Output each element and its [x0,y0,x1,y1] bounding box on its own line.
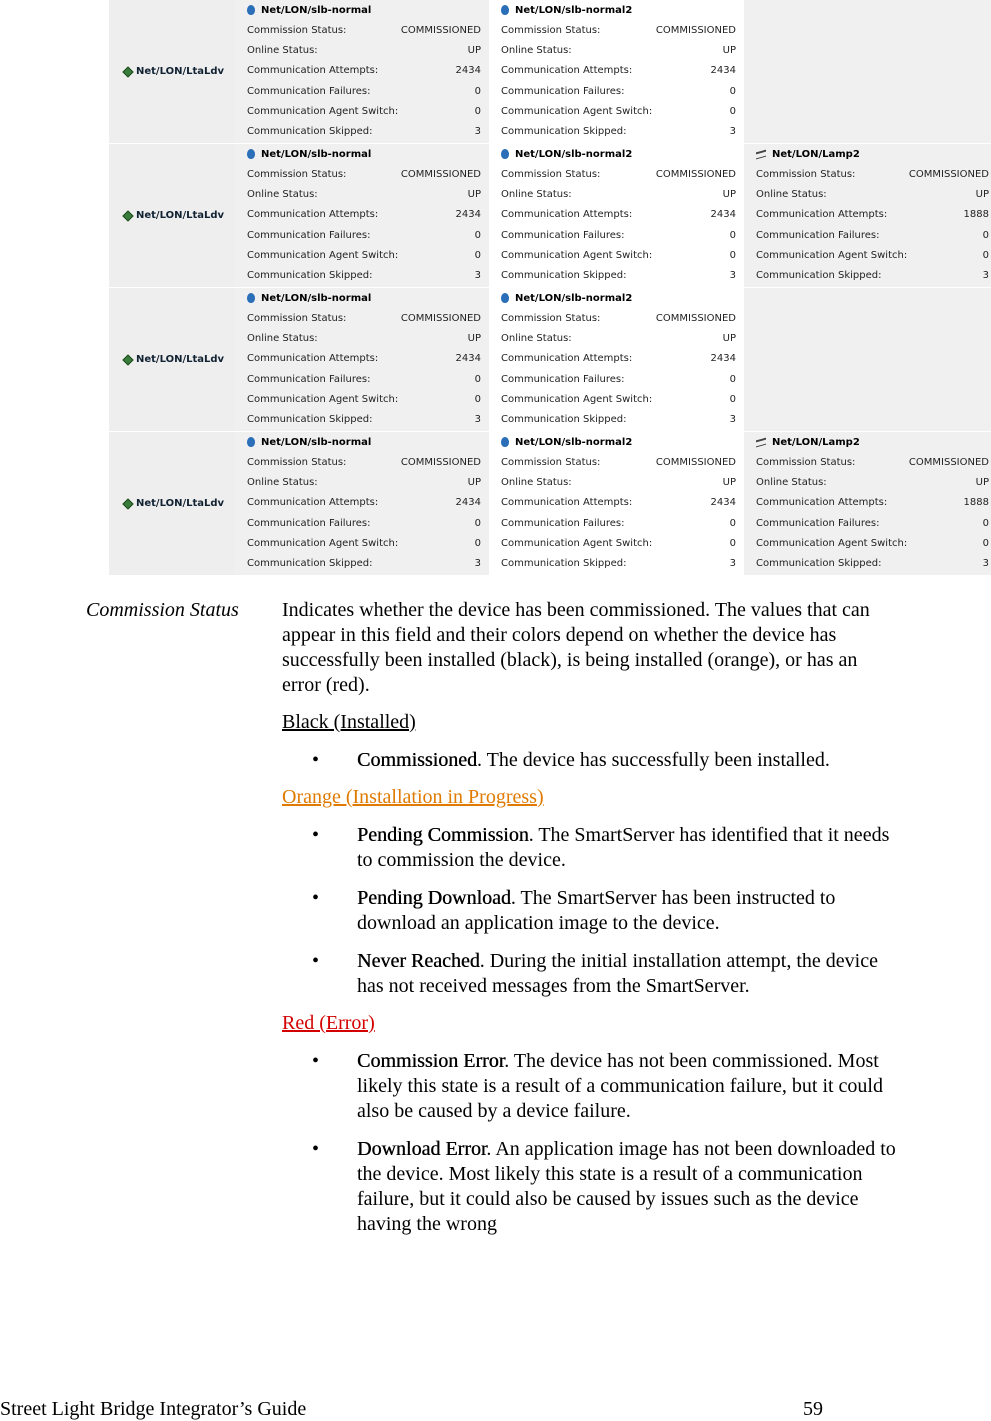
property-label: Online Status: [501,44,572,56]
device-status-table [109,0,991,576]
table-row [109,288,991,431]
property-label: Commission Status: [501,456,601,468]
bullet-term: Commissioned [357,749,478,771]
property-label: Communication Skipped: [756,558,882,570]
gateway-cell[interactable] [109,144,235,287]
property-value: UP [722,332,736,344]
property-label: Communication Skipped: [247,558,373,570]
drop-icon [501,149,509,159]
property-label: Commission Status: [756,456,856,468]
property-label: Commission Status: [247,24,347,36]
property-label: Communication Attempts: [501,353,633,365]
bullet-item [282,886,897,936]
property-row [499,452,736,472]
property-label: Communication Attempts: [501,65,633,77]
property-row [245,81,481,101]
gateway-label: Net/LON/LtaLdv [136,498,225,509]
property-label: Communication Skipped: [501,126,627,138]
property-label: Communication Failures: [247,85,371,97]
property-label: Communication Agent Switch: [501,537,653,549]
property-value: 3 [729,414,736,426]
property-row [499,493,736,513]
property-value: 0 [474,85,481,97]
drop-icon [247,437,255,447]
device-cell [235,432,489,575]
property-row [499,121,736,141]
property-row [245,369,481,389]
property-label: Communication Failures: [501,373,625,385]
property-value: 0 [729,393,736,405]
property-value: UP [722,476,736,488]
drop-icon [247,293,255,303]
property-value: UP [467,332,481,344]
property-value: COMMISSIONED [908,456,989,468]
property-label: Communication Skipped: [247,126,373,138]
property-value: 3 [982,270,989,282]
definition-intro: Indicates whether the device has been commissioned. The values that can appear in this field and their colors depend on whether the device has successfully been installed (black), is being installed (orange), or has an error (red). [282,599,870,696]
bullet-item [282,1137,897,1237]
bullet-item [282,949,897,999]
property-label: Online Status: [756,476,827,488]
property-value: 3 [474,126,481,138]
bullet-desc: . The SmartServer has identified that it needs to commission the device. [357,824,890,871]
drop-icon [247,149,255,159]
property-label: Communication Skipped: [247,270,373,282]
gateway-icon [123,355,132,364]
property-value: 2434 [455,353,481,365]
drop-icon [247,5,255,15]
property-row [245,184,481,204]
property-row [499,101,736,121]
property-label: Communication Failures: [501,517,625,529]
device-header[interactable] [245,432,481,452]
property-value: COMMISSIONED [400,456,481,468]
property-label: Online Status: [247,188,318,200]
property-value: 0 [729,373,736,385]
property-row [245,20,481,40]
property-row [245,164,481,184]
property-row [245,121,481,141]
gateway-label: Net/LON/LtaLdv [136,354,225,365]
property-value: COMMISSIONED [400,312,481,324]
table-row [109,432,991,575]
bullet-term: Commission Error [357,1050,505,1072]
property-row [499,349,736,369]
property-row [499,533,736,553]
table-row [109,0,991,143]
property-row [499,184,736,204]
property-label: Communication Skipped: [501,558,627,570]
property-value: UP [467,188,481,200]
device-cell [489,144,744,287]
property-label: Communication Attempts: [756,497,888,509]
property-label: Communication Agent Switch: [247,537,399,549]
property-row [499,369,736,389]
property-label: Communication Agent Switch: [501,393,653,405]
property-row [245,389,481,409]
property-value: 0 [729,229,736,241]
gateway-icon [123,211,132,220]
device-header[interactable] [245,0,481,20]
property-label: Communication Agent Switch: [247,393,399,405]
property-label: Commission Status: [247,168,347,180]
property-value: 1888 [963,497,989,509]
property-value: COMMISSIONED [655,168,736,180]
property-value: 0 [982,249,989,261]
property-row [499,61,736,81]
property-row [245,513,481,533]
property-value: 0 [729,249,736,261]
property-value: 2434 [710,497,736,509]
property-value: 2434 [455,497,481,509]
property-value: 3 [982,558,989,570]
property-value: UP [975,476,989,488]
property-value: 2434 [710,65,736,77]
property-row [245,245,481,265]
property-label: Communication Attempts: [501,209,633,221]
property-label: Communication Agent Switch: [247,105,399,117]
bullet-desc: . The device has not been commissioned. Most likely this state is a result of a communication failure, but it could also be caused by a device failure. [357,1050,883,1122]
property-row [245,328,481,348]
device-name: Net/LON/slb-normal2 [515,4,633,16]
device-header[interactable] [499,0,736,20]
property-value: COMMISSIONED [908,168,989,180]
property-value: 0 [729,517,736,529]
property-value: 0 [474,373,481,385]
property-value: 0 [982,517,989,529]
device-cell [744,432,991,575]
property-row [499,472,736,492]
device-header[interactable] [499,288,736,308]
property-row [754,184,989,204]
property-row [499,389,736,409]
property-label: Communication Attempts: [247,65,379,77]
property-value: 2434 [710,209,736,221]
section-heading-red[interactable]: Red (Error) [282,1012,375,1034]
property-value: 0 [474,393,481,405]
property-label: Communication Failures: [756,229,880,241]
property-label: Online Status: [247,44,318,56]
device-header[interactable] [245,288,481,308]
definition-body [282,598,897,1237]
property-row [245,265,481,285]
bullet-desc: . An application image has not been downloaded to the device. Most likely this state is a result of a communication failure, but it could also be caused by issues such as the device having the wrong [357,1138,896,1235]
drop-icon [501,293,509,303]
bullet-term: Download Error [357,1138,487,1160]
property-row [754,513,989,533]
property-row [245,553,481,573]
device-cell [744,144,991,287]
property-label: Communication Agent Switch: [756,537,908,549]
property-row [499,513,736,533]
property-value: COMMISSIONED [655,456,736,468]
device-name: Net/LON/slb-normal2 [515,292,633,304]
property-value: 0 [474,249,481,261]
property-row [754,493,989,513]
device-name: Net/LON/slb-normal2 [515,436,633,448]
property-value: 0 [729,537,736,549]
device-name: Net/LON/Lamp2 [772,436,860,448]
property-row [245,225,481,245]
property-value: COMMISSIONED [400,168,481,180]
bullet-item [282,823,897,873]
property-label: Communication Attempts: [756,209,888,221]
property-label: Communication Attempts: [501,497,633,509]
property-row [245,493,481,513]
device-header[interactable] [499,432,736,452]
device-header[interactable] [245,144,481,164]
property-label: Commission Status: [501,312,601,324]
property-value: 2434 [455,65,481,77]
property-row [754,245,989,265]
device-name: Net/LON/slb-normal2 [515,148,633,160]
bullet-term: Pending Commission [357,824,529,846]
property-label: Online Status: [501,332,572,344]
section-heading-orange[interactable]: Orange (Installation in Progress) [282,786,544,808]
device-name: Net/LON/slb-normal [261,292,372,304]
device-name: Net/LON/Lamp2 [772,148,860,160]
property-label: Communication Failures: [501,229,625,241]
property-value: COMMISSIONED [655,24,736,36]
property-row [245,40,481,60]
property-label: Communication Failures: [501,85,625,97]
property-row [499,81,736,101]
property-label: Online Status: [501,188,572,200]
gateway-cell[interactable] [109,288,235,431]
property-value: 0 [729,85,736,97]
property-value: COMMISSIONED [655,312,736,324]
gateway-cell[interactable] [109,432,235,575]
lamp-icon [756,149,766,159]
property-row [499,20,736,40]
property-label: Communication Skipped: [247,414,373,426]
property-value: 0 [474,229,481,241]
property-value: UP [467,44,481,56]
property-row [245,452,481,472]
property-label: Commission Status: [247,312,347,324]
property-label: Communication Agent Switch: [247,249,399,261]
property-label: Online Status: [247,332,318,344]
device-cell [235,288,489,431]
bullet-desc: . During the initial installation attempt, the device has not received messages from the SmartServer. [357,950,878,997]
gateway-label: Net/LON/LtaLdv [136,66,225,77]
property-label: Communication Attempts: [247,353,379,365]
device-name: Net/LON/slb-normal [261,4,372,16]
property-label: Communication Agent Switch: [501,105,653,117]
device-cell [744,288,991,431]
property-label: Communication Agent Switch: [501,249,653,261]
property-row [245,533,481,553]
term-label: Commission Status [86,599,239,621]
property-value: 0 [474,537,481,549]
property-value: 3 [729,558,736,570]
property-value: 2434 [710,353,736,365]
property-label: Communication Attempts: [247,209,379,221]
property-row [754,225,989,245]
property-value: UP [467,476,481,488]
property-row [499,308,736,328]
device-cell [235,0,489,143]
property-label: Communication Agent Switch: [756,249,908,261]
property-value: 0 [729,105,736,117]
page-number: 59 [803,1398,823,1420]
property-value: UP [722,44,736,56]
lamp-icon [756,437,766,447]
property-row [754,472,989,492]
property-row [499,245,736,265]
property-value: UP [975,188,989,200]
property-label: Communication Failures: [247,229,371,241]
device-cell [489,0,744,143]
section-heading-black: Black (Installed) [282,711,416,733]
device-header[interactable] [499,144,736,164]
property-row [245,61,481,81]
gateway-icon [123,499,132,508]
property-row [245,308,481,328]
property-row [754,452,989,472]
property-row [754,205,989,225]
property-value: 0 [474,517,481,529]
property-value: COMMISSIONED [400,24,481,36]
bullet-desc: . The SmartServer has been instructed to download an application image to the device. [357,887,836,934]
device-cell [489,432,744,575]
device-header[interactable] [754,432,989,452]
property-row [754,553,989,573]
property-row [499,205,736,225]
bullet-item [282,748,897,773]
property-value: UP [722,188,736,200]
device-header[interactable] [754,144,989,164]
property-value: 3 [474,558,481,570]
property-row [245,409,481,429]
bullet-term: Pending Download [357,887,511,909]
property-label: Communication Skipped: [756,270,882,282]
property-value: 1888 [963,209,989,221]
device-cell [744,0,991,143]
bullet-term: Never Reached [357,950,480,972]
drop-icon [501,437,509,447]
property-label: Communication Failures: [247,373,371,385]
gateway-label: Net/LON/LtaLdv [136,210,225,221]
property-label: Communication Skipped: [501,414,627,426]
property-row [245,472,481,492]
property-label: Online Status: [756,188,827,200]
property-label: Communication Failures: [247,517,371,529]
gateway-cell[interactable] [109,0,235,143]
property-row [499,40,736,60]
property-row [245,349,481,369]
bullet-desc: . The device has successfully been installed. [477,749,830,771]
property-row [499,409,736,429]
property-row [499,164,736,184]
property-row [499,225,736,245]
device-name: Net/LON/slb-normal [261,436,372,448]
property-label: Online Status: [501,476,572,488]
property-value: 3 [474,270,481,282]
property-value: 3 [474,414,481,426]
property-value: 0 [982,537,989,549]
footer-title: Street Light Bridge Integrator’s Guide [0,1398,307,1420]
property-label: Commission Status: [501,24,601,36]
bullet-item [282,1049,897,1124]
property-label: Communication Failures: [756,517,880,529]
property-row [754,164,989,184]
property-value: 2434 [455,209,481,221]
gateway-icon [123,67,132,76]
property-row [499,328,736,348]
property-label: Online Status: [247,476,318,488]
property-label: Communication Attempts: [247,497,379,509]
drop-icon [501,5,509,15]
property-label: Commission Status: [756,168,856,180]
property-row [754,265,989,285]
property-row [245,205,481,225]
property-value: 0 [982,229,989,241]
device-name: Net/LON/slb-normal [261,148,372,160]
property-value: 3 [729,126,736,138]
property-label: Commission Status: [247,456,347,468]
property-row [499,265,736,285]
property-row [754,533,989,553]
device-cell [235,144,489,287]
property-label: Communication Skipped: [501,270,627,282]
device-cell [489,288,744,431]
property-row [245,101,481,121]
property-row [499,553,736,573]
property-label: Commission Status: [501,168,601,180]
table-row [109,144,991,287]
property-value: 3 [729,270,736,282]
property-value: 0 [474,105,481,117]
